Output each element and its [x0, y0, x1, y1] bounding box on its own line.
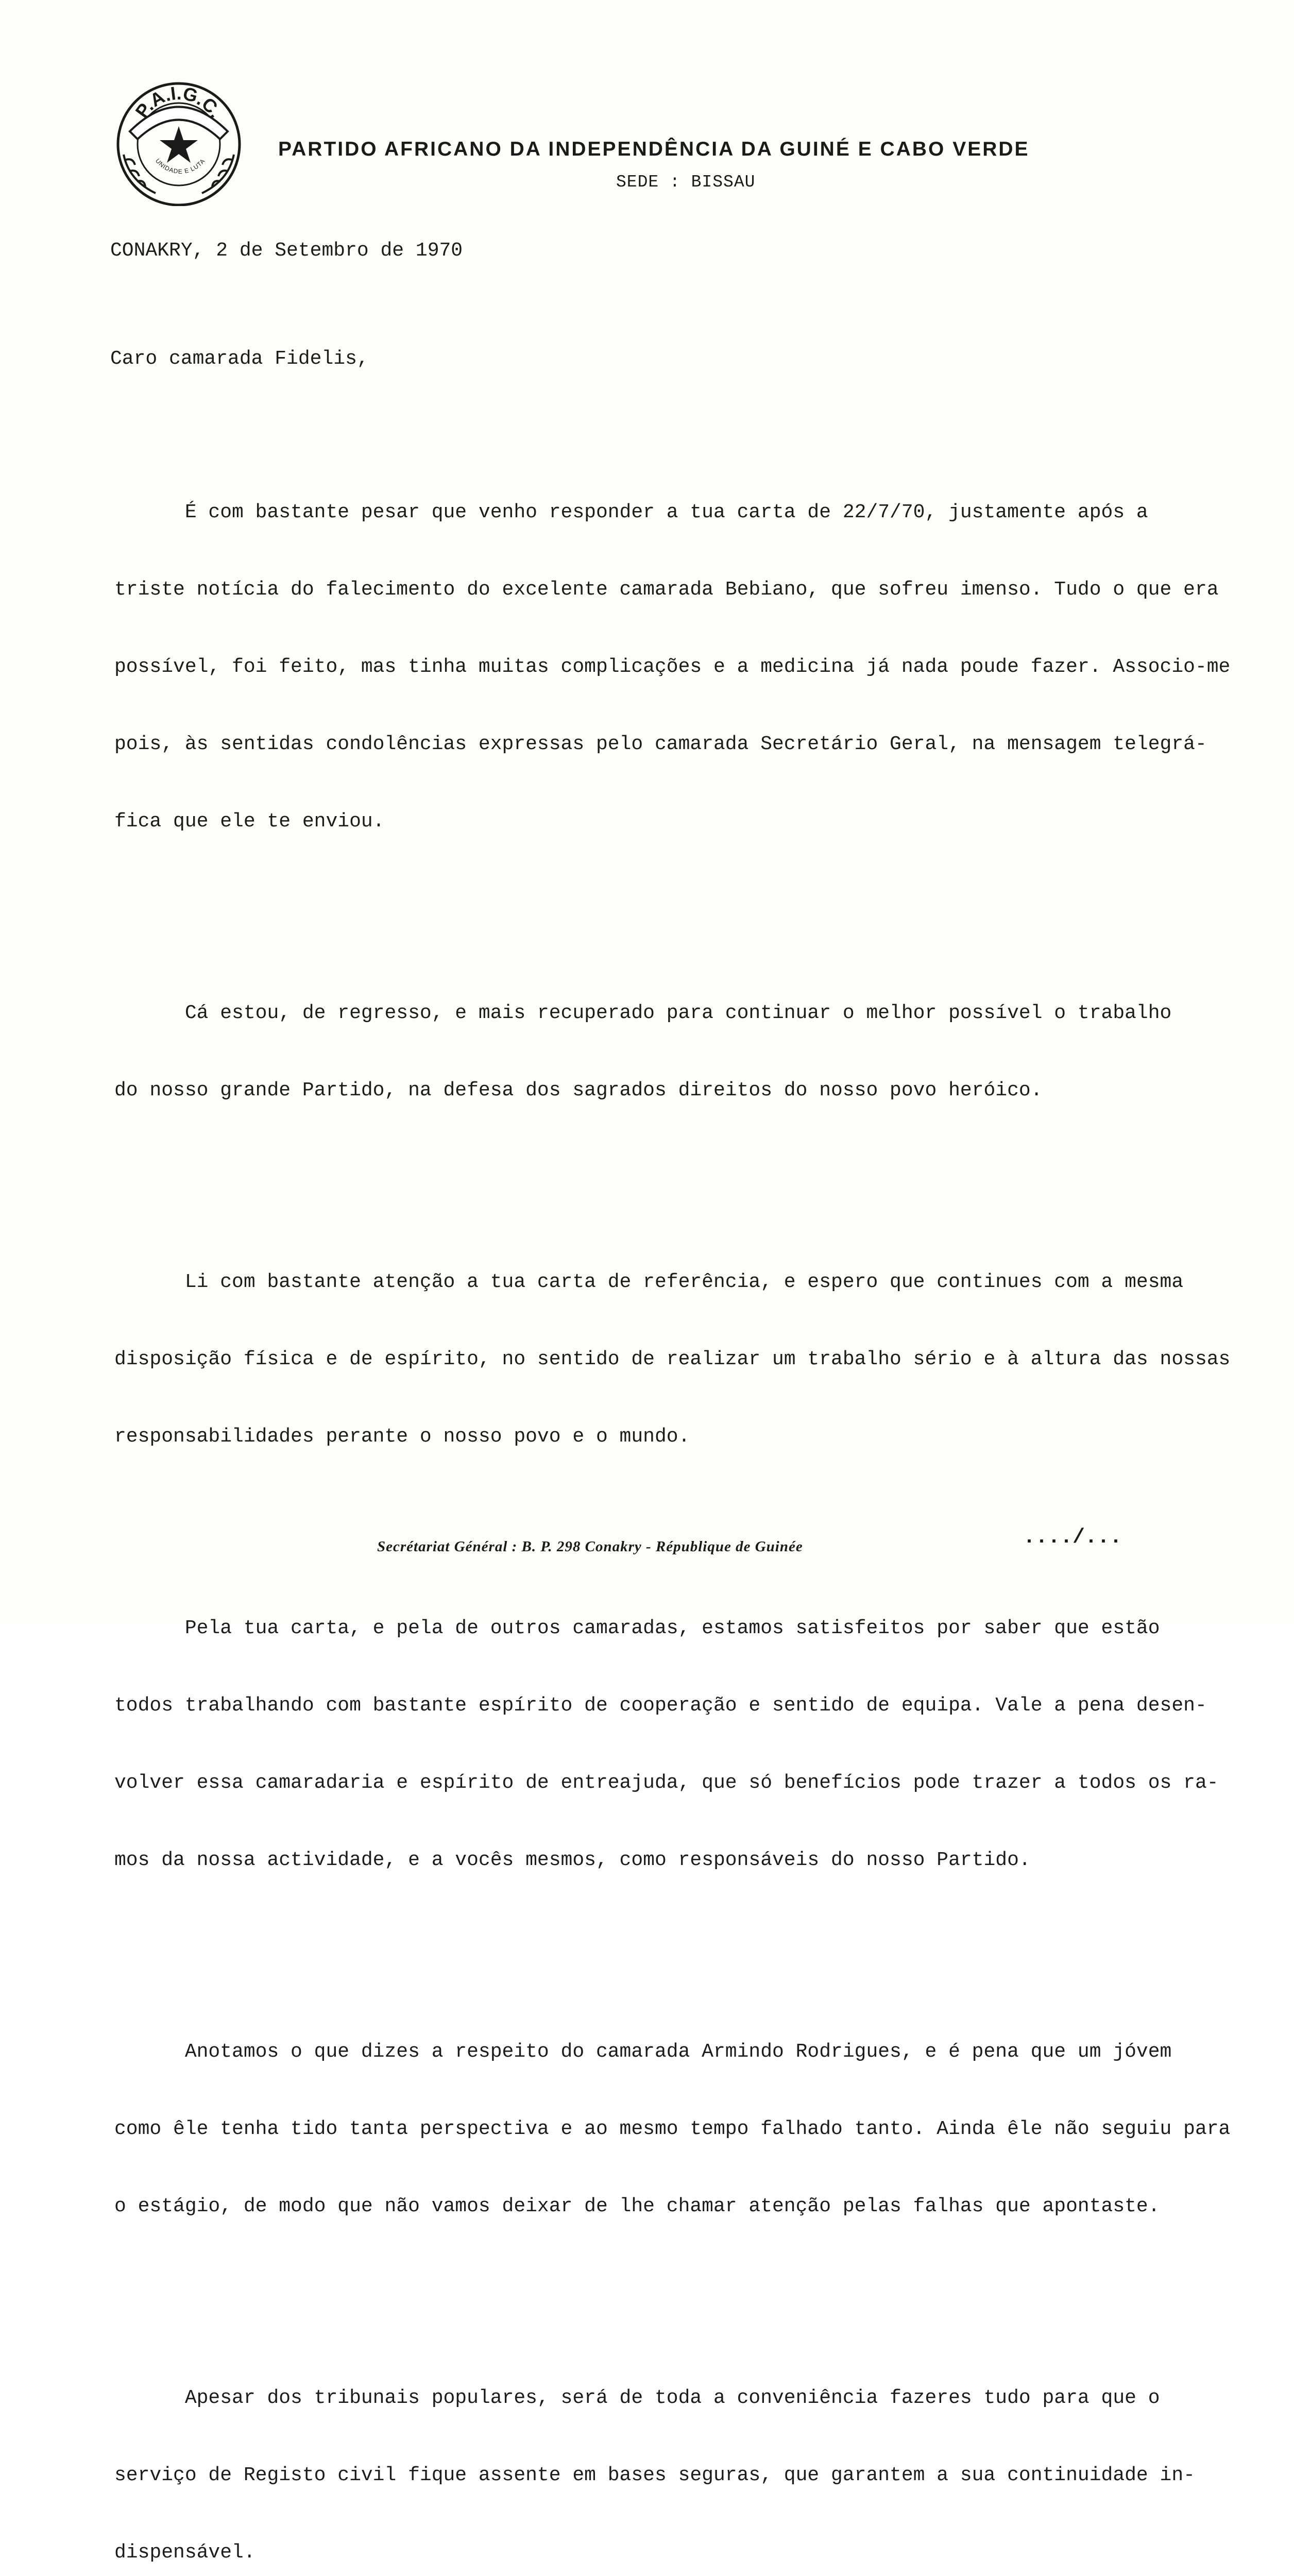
paragraph-return	[114, 949, 1248, 1155]
text-line: mos da nossa actividade, e a vocês mesmos, como responsáveis do nosso Partido.	[114, 1849, 1031, 1871]
paragraph-reference-letter	[114, 1218, 1248, 1501]
continuation-mark: ..../...	[1023, 1526, 1122, 1549]
text-line: dispensável.	[114, 2541, 256, 2564]
text-line: Anotamos o que dizes a respeito do camarada Armindo Rodrigues, e é pena que um jóvem	[114, 2041, 1172, 2063]
headquarters-line: SEDE : BISSAU	[616, 173, 756, 192]
text-line: triste notícia do falecimento do excelente camarada Bebiano, que sofreu imenso. Tudo o que era	[114, 579, 1219, 601]
party-name-heading: PARTIDO AFRICANO DA INDEPENDÊNCIA DA GUINÉ E CABO VERDE	[278, 138, 1030, 160]
text-line: todos trabalhando com bastante espírito de cooperação e sentido de equipa. Vale a pena desen-	[114, 1694, 1207, 1717]
letter-body	[114, 397, 1248, 2576]
text-line: disposição física e de espírito, no sentido de realizar um trabalho sério e à altura das nossas	[114, 1348, 1231, 1370]
text-line: possível, foi feito, mas tinha muitas complicações e a medicina já nada poude fazer. Associo-me	[114, 656, 1231, 678]
text-line: responsabilidades perante o nosso povo e o mundo.	[114, 1426, 690, 1448]
text-line: o estágio, de modo que não vamos deixar de lhe chamar atenção pelas falhas que apontaste.	[114, 2195, 1160, 2217]
text-line: Apesar dos tribunais populares, será de toda a conveniência fazeres tudo para que o	[114, 2387, 1160, 2409]
text-line: É com bastante pesar que venho responder a tua carta de 22/7/70, justamente após a	[114, 501, 1148, 523]
text-line: Li com bastante atenção a tua carta de referência, e espero que continues com a mesma	[114, 1271, 1184, 1293]
paragraph-armindo	[114, 1988, 1248, 2271]
text-line: pois, às sentidas condolências expressas pelo camarada Secretário Geral, na mensagem telegrá-	[114, 733, 1207, 755]
dateline: CONAKRY, 2 de Setembro de 1970	[110, 240, 463, 262]
footer-address: Secrétariat Général : B. P. 298 Conakry - République de Guinée	[377, 1538, 803, 1555]
text-line: volver essa camaradaria e espírito de entreajuda, que só benefícios pode trazer a todos os ra-	[114, 1772, 1219, 1794]
text-line: Cá estou, de regresso, e mais recuperado para continuar o melhor possível o trabalho	[114, 1002, 1172, 1024]
text-line: Pela tua carta, e pela de outros camaradas, estamos satisfeitos por saber que estão	[114, 1617, 1160, 1639]
text-line: do nosso grande Partido, na defesa dos sagrados direitos do nosso povo heróico.	[114, 1079, 1043, 1101]
salutation: Caro camarada Fidelis,	[110, 348, 369, 370]
svg-text:UNIDADE E LUTA: UNIDADE E LUTA	[154, 157, 207, 175]
paragraph-cooperation	[114, 1564, 1248, 1925]
text-line: como êle tenha tido tanta perspectiva e ao mesmo tempo falhado tanto. Ainda êle não seguiu para	[114, 2118, 1231, 2140]
svg-text:P.A.I.G.C.: P.A.I.G.C.	[131, 82, 227, 122]
paigc-logo	[114, 77, 243, 206]
paragraph-condolences	[114, 448, 1248, 886]
paragraph-registry	[114, 2334, 1248, 2576]
text-line: serviço de Registo civil fique assente em bases seguras, que garantem a sua continuidade in-	[114, 2464, 1195, 2486]
text-line: fica que ele te enviou.	[114, 810, 385, 833]
paigc-emblem-icon	[114, 77, 243, 206]
